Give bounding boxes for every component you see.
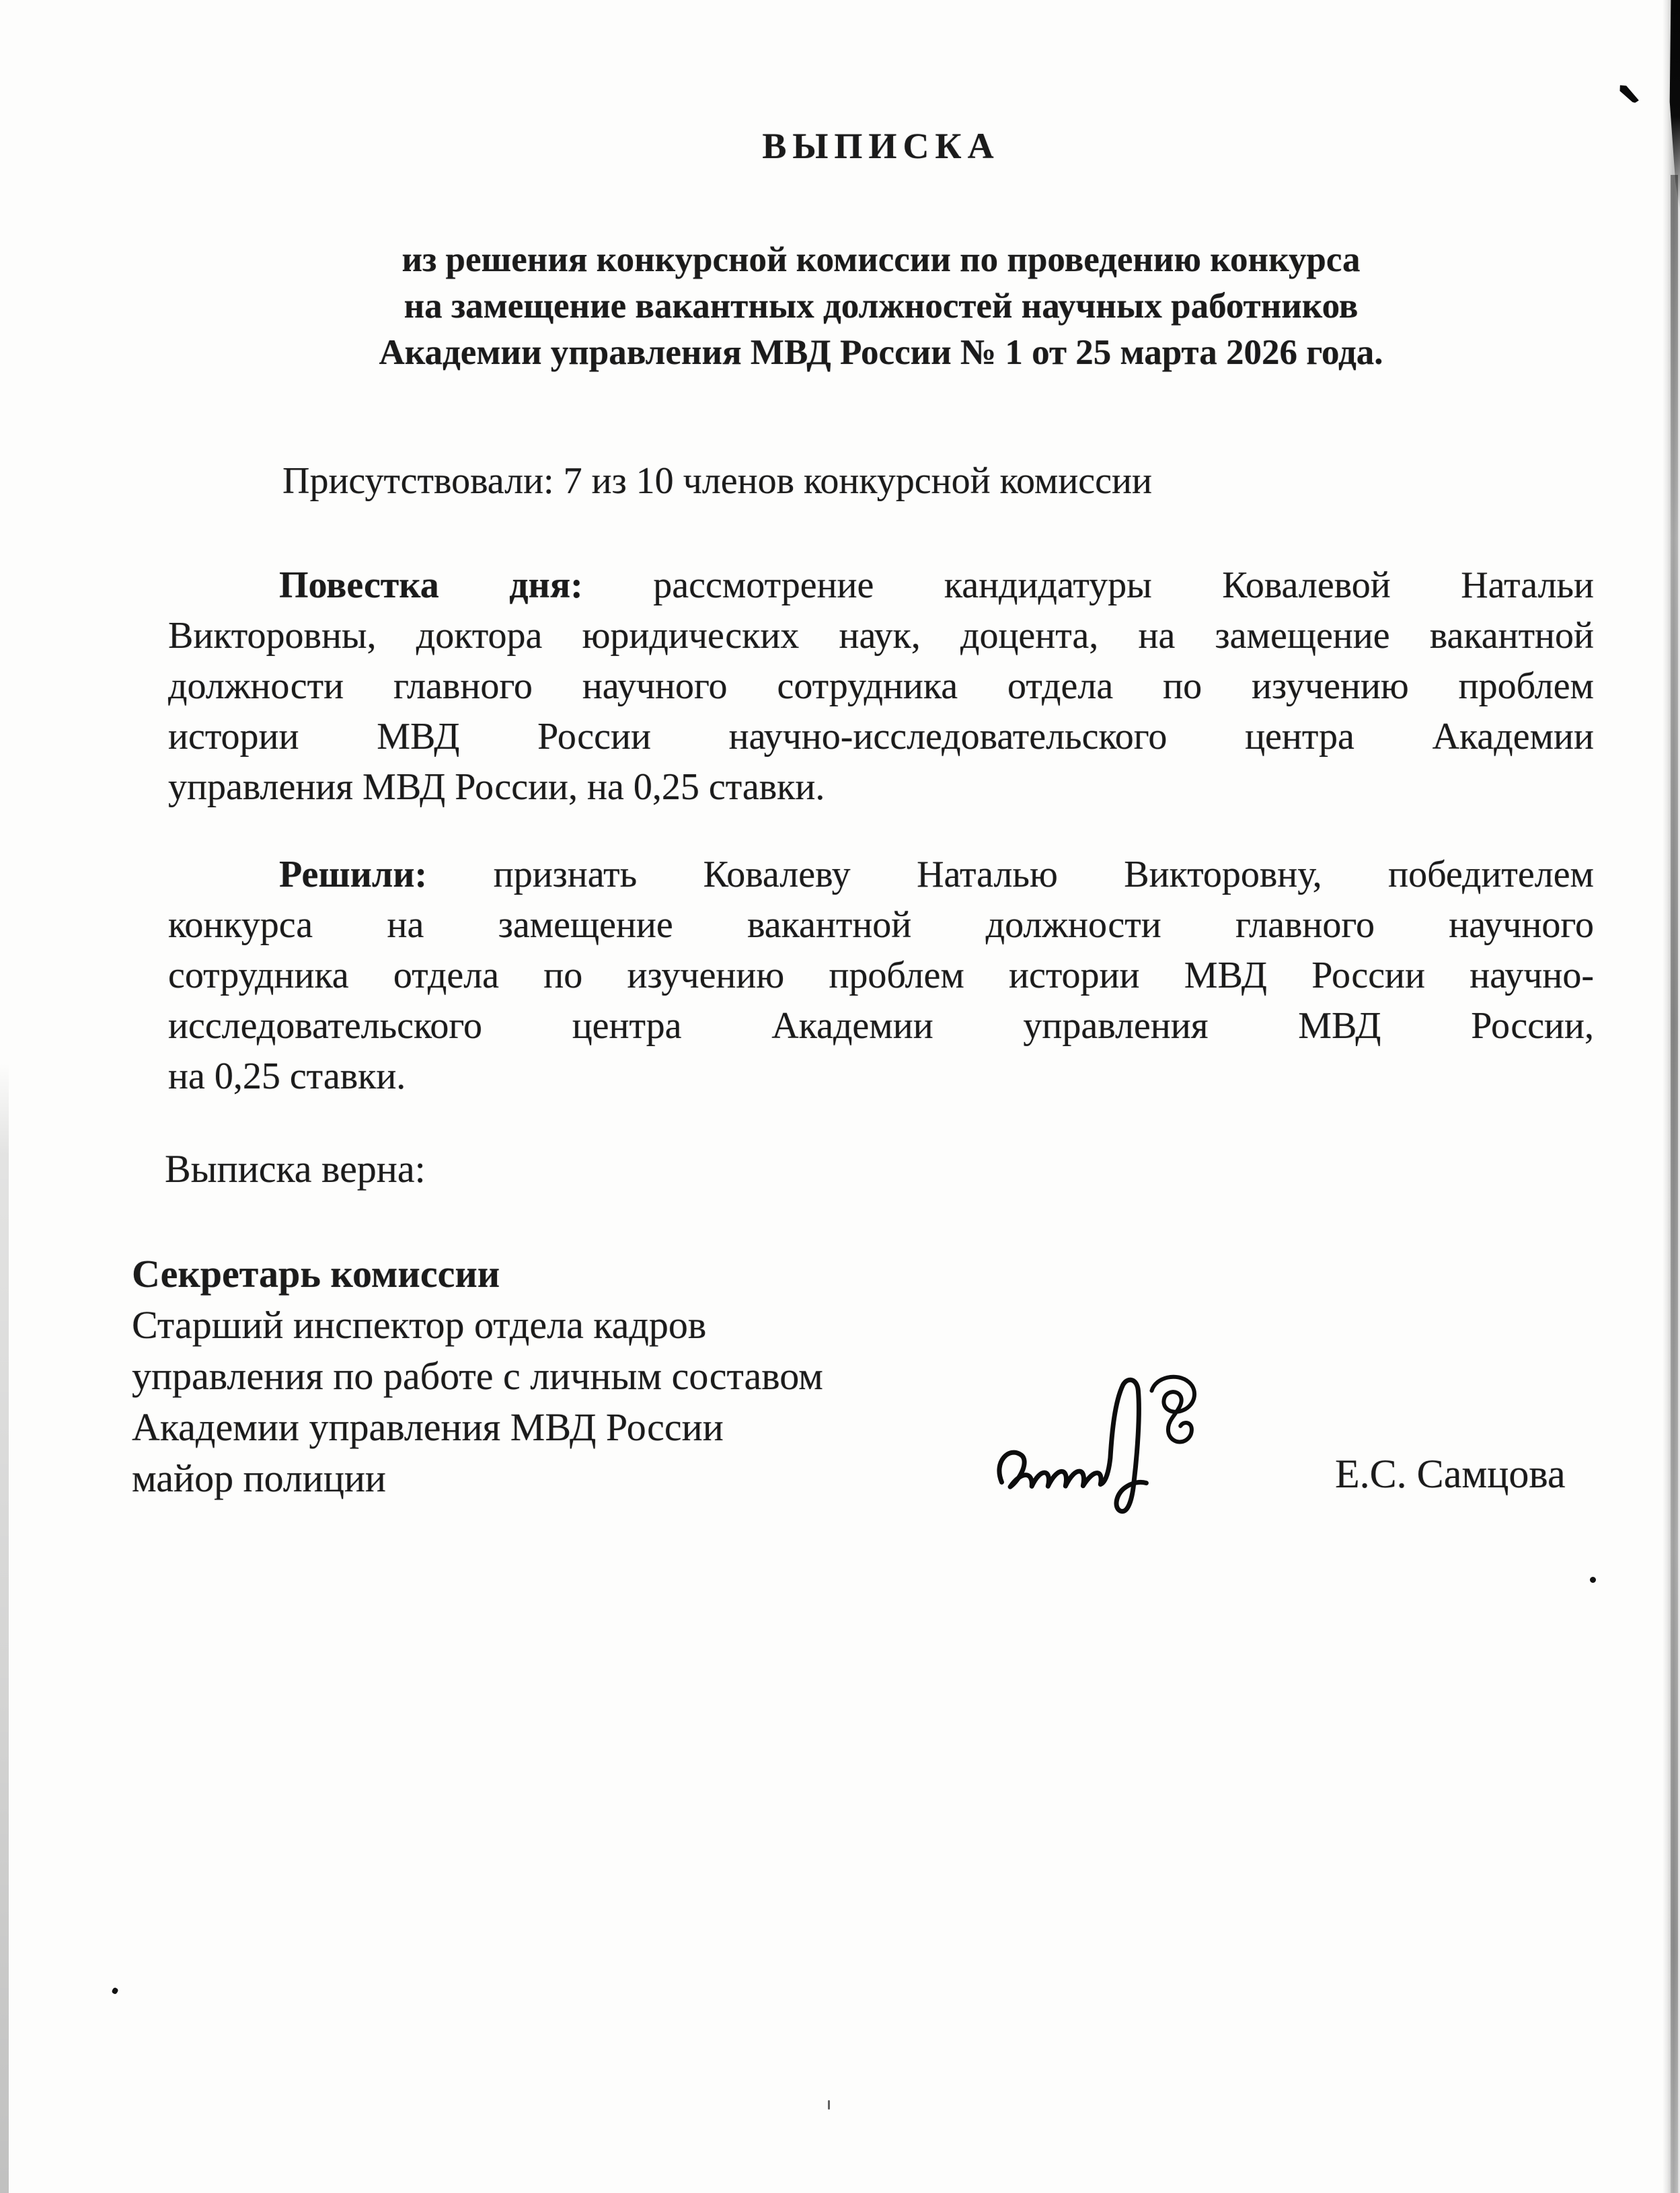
resolution-lead: Решили: bbox=[279, 854, 428, 895]
subtitle-line: Академии управления МВД России № 1 от 25 марта 2026 года. bbox=[379, 333, 1383, 372]
agenda-line bbox=[168, 560, 1594, 611]
certification-line: Выписка верна: bbox=[165, 1147, 426, 1191]
agenda-lead: Повестка дня: bbox=[279, 564, 583, 606]
resolution-line: на 0,25 ставки. bbox=[168, 1055, 406, 1097]
scan-edge-left bbox=[0, 1063, 9, 2193]
agenda-line: управления МВД России, на 0,25 ставки. bbox=[168, 766, 825, 808]
attendance-line: Присутствовали: 7 из 10 членов конкурсной комиссии bbox=[282, 460, 1152, 502]
agenda-line-rest: рассмотрение кандидатуры Ковалевой Натальи bbox=[653, 564, 1595, 606]
agenda-line: должности главного научного сотрудника отдела по изучению проблем bbox=[168, 665, 1594, 707]
signatory-name: Е.С. Самцова bbox=[1335, 1452, 1566, 1496]
resolution-line bbox=[168, 850, 1594, 900]
agenda-line: истории МВД России научно-исследовательского центра Академии bbox=[168, 716, 1594, 757]
signatory-role-line: Академии управления МВД России bbox=[132, 1405, 724, 1449]
subtitle-line: из решения конкурсной комиссии по проведению конкурса bbox=[402, 240, 1361, 279]
subtitle-line: на замещение вакантных должностей научных работников bbox=[404, 287, 1359, 326]
scan-speck bbox=[828, 2100, 830, 2110]
scan-speck bbox=[111, 1987, 118, 1995]
resolution-line: конкурса на замещение вакантной должности главного научного bbox=[168, 904, 1594, 946]
signature-scribble bbox=[981, 1358, 1256, 1542]
resolution-line: сотрудника отдела по изучению проблем истории МВД России научно- bbox=[168, 955, 1594, 996]
signatory-role-title: Секретарь комиссии bbox=[132, 1252, 500, 1296]
agenda-paragraph bbox=[168, 560, 1594, 813]
scan-edge-right-shadow bbox=[1671, 175, 1678, 2193]
resolution-paragraph bbox=[168, 850, 1594, 1102]
agenda-line: Викторовны, доктора юридических наук, доцента, на замещение вакантной bbox=[168, 615, 1594, 657]
signatory-block bbox=[132, 1249, 1073, 1504]
signatory-role-line: майор полиции bbox=[132, 1456, 386, 1500]
scan-speck bbox=[1590, 1577, 1596, 1583]
document-title: ВЫПИСКА bbox=[762, 126, 1000, 166]
signatory-role-line: Старший инспектор отдела кадров bbox=[132, 1303, 707, 1347]
ink-mark bbox=[1617, 82, 1642, 104]
document-subtitle bbox=[168, 237, 1594, 376]
resolution-line: исследовательского центра Академии управления МВД России, bbox=[168, 1005, 1594, 1047]
signatory-role-line: управления по работе с личным составом bbox=[132, 1354, 823, 1398]
resolution-line-rest: признать Ковалеву Наталью Викторовну, победителем bbox=[493, 854, 1594, 895]
